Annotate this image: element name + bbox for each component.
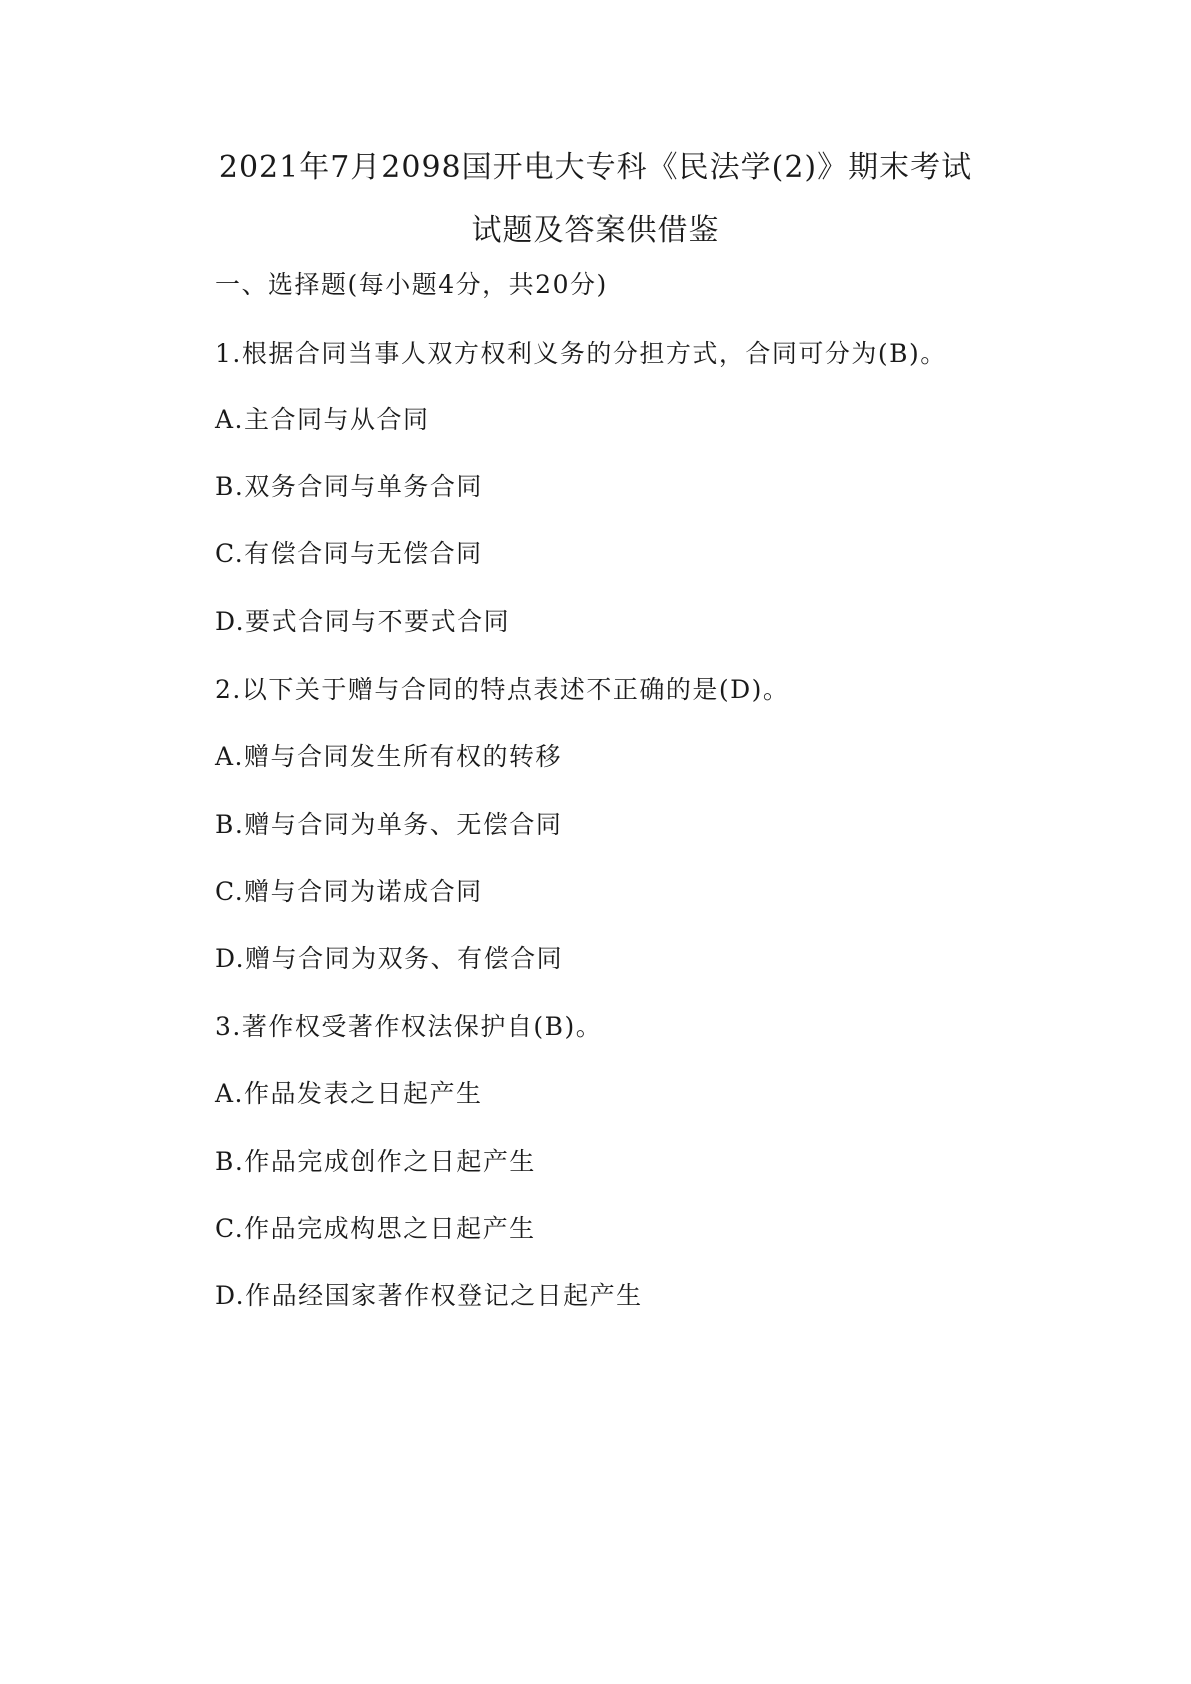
- question-stem: 1.根据合同当事人双方权利义务的分担方式，合同可分为(B)。: [215, 339, 947, 368]
- option-c: C.有偿合同与无偿合同: [215, 539, 483, 568]
- option-b: B.双务合同与单务合同: [215, 472, 483, 501]
- option-b: B.作品完成创作之日起产生: [215, 1147, 536, 1176]
- option-d: D.作品经国家著作权登记之日起产生: [215, 1281, 643, 1310]
- option-b: B.赠与合同为单务、无偿合同: [215, 810, 563, 839]
- option-a: A.主合同与从合同: [215, 405, 430, 434]
- section-heading: 一、选择题(每小题4分，共20分): [215, 270, 608, 299]
- question-stem: 3.著作权受著作权法保护自(B)。: [215, 1012, 603, 1041]
- option-a: A.作品发表之日起产生: [215, 1079, 483, 1108]
- option-d: D.要式合同与不要式合同: [215, 607, 511, 636]
- document-title-line-1: 2021年7月2098国开电大专科《民法学(2)》期末考试: [218, 150, 973, 185]
- option-a: A.赠与合同发生所有权的转移: [215, 742, 563, 771]
- question-stem: 2.以下关于赠与合同的特点表述不正确的是(D)。: [215, 675, 790, 704]
- option-c: C.作品完成构思之日起产生: [215, 1214, 536, 1243]
- option-d: D.赠与合同为双务、有偿合同: [215, 944, 564, 973]
- option-c: C.赠与合同为诺成合同: [215, 877, 483, 906]
- document-title-line-2: 试题及答案供借鉴: [471, 213, 720, 248]
